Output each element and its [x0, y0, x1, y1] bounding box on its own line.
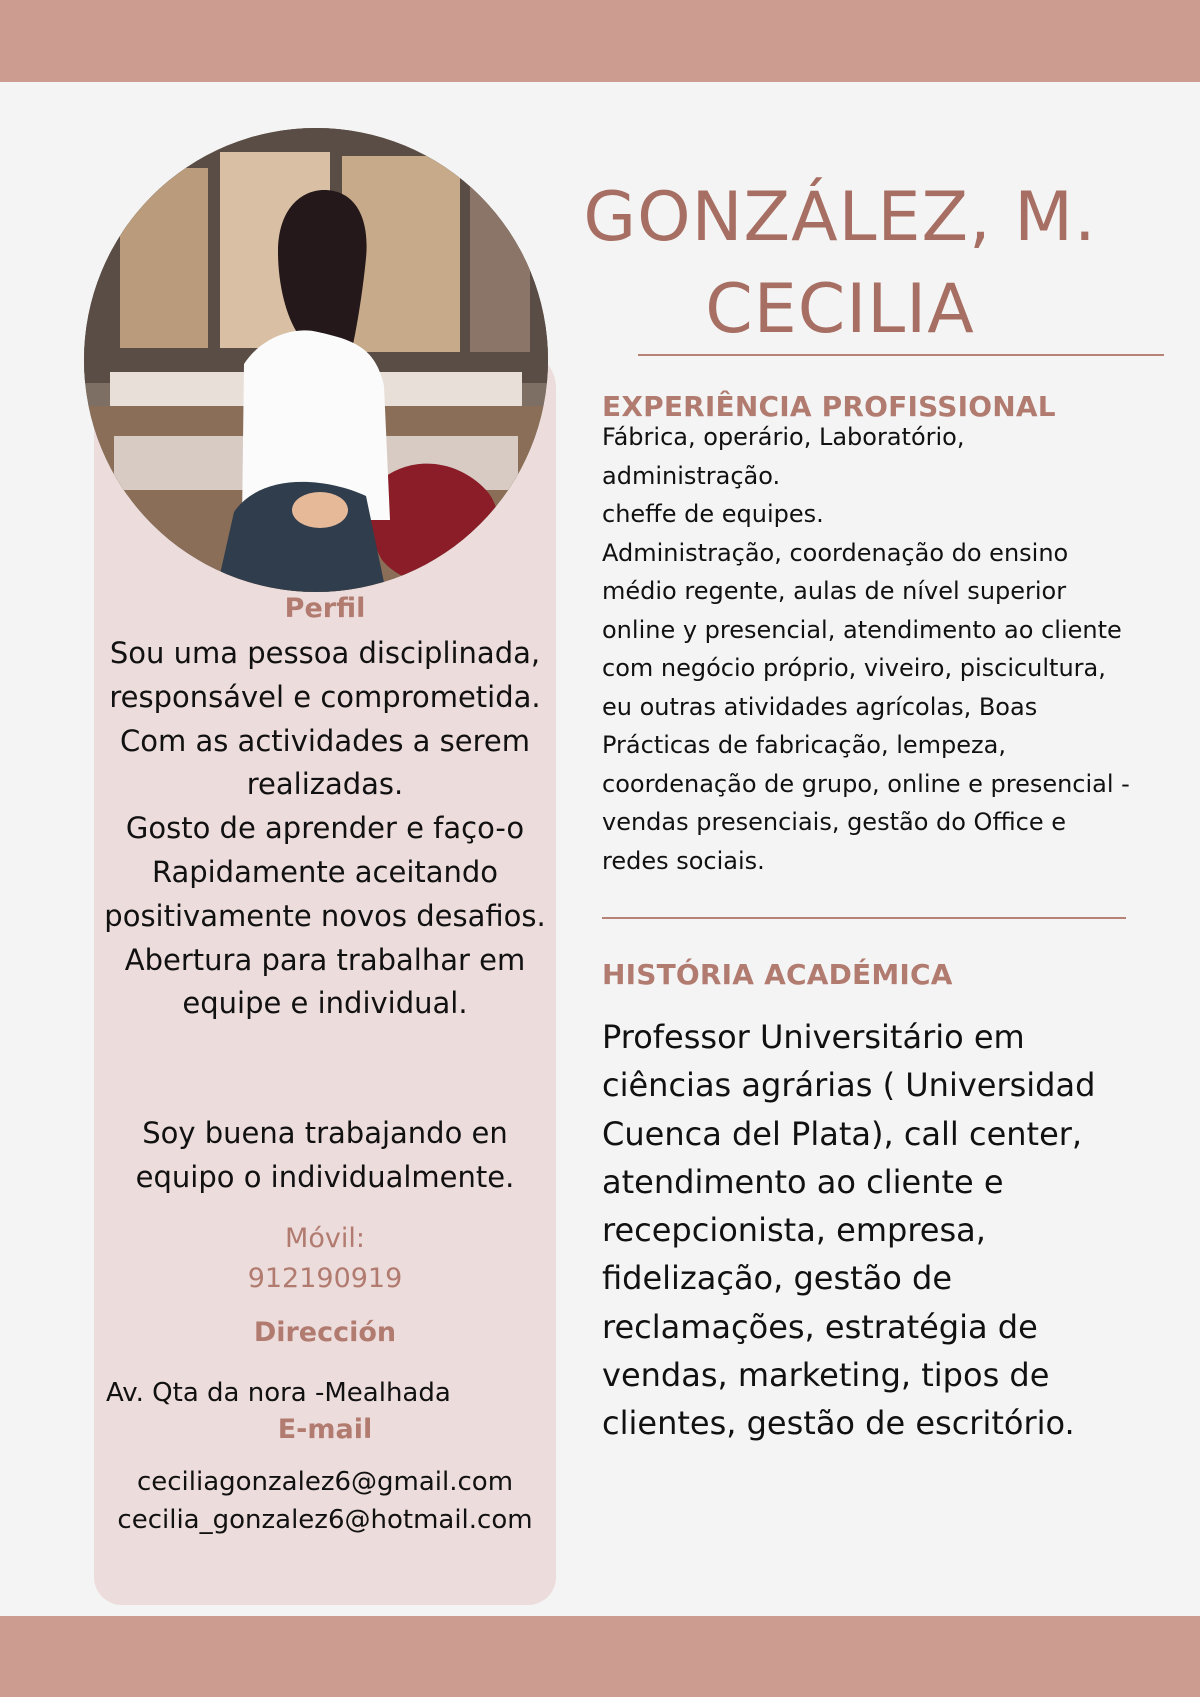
- address-value: Av. Qta da nora -Mealhada: [106, 1378, 451, 1408]
- address-label: Dirección: [253, 1317, 397, 1348]
- top-color-band: [0, 0, 1200, 82]
- profile-photo: [84, 128, 548, 592]
- academic-description: Professor Universitário em ciências agrárias ( Universidad Cuenca del Plata), call center, atendimento ao cliente e recepcionista, empresa, fidelização, gestão de reclamações, estratégia de vendas, marketing, tipos de clientes, gestão de escritório.: [602, 1018, 1096, 1443]
- email-label: E-mail: [277, 1414, 373, 1445]
- profile-note: Soy buena trabajando en equipo o individualmente.: [135, 1116, 515, 1194]
- candidate-name: GONZÁLEZ, M. CECILIA: [583, 178, 1097, 349]
- experience-section-title: EXPERIÊNCIA PROFISSIONAL: [602, 390, 1056, 423]
- email-addresses: ceciliagonzalez6@gmail.com cecilia_gonzalez6@hotmail.com: [117, 1467, 533, 1535]
- profile-description: Sou uma pessoa disciplinada, responsável e comprometida. Com as actividades a serem realizadas. Gosto de aprender e faço-o Rapidamente aceitando positivamente novos desafios. Abertura para trabalhar em equipe e individual.: [104, 636, 546, 1021]
- profile-label: Perfil: [284, 593, 366, 624]
- experience-description: Fábrica, operário, Laboratório, administração. cheffe de equipes. Administração, coordenação do ensino médio regente, aulas de nível superior online y presencial, atendimento ao cliente com negócio próprio, viveiro, piscicultura, eu outras atividades agrícolas, Boas Prácticas de fabricação, lempeza, coordenação de grupo, online e presencial - vendas presenciais, gestão do Office e redes sociais.: [602, 423, 1130, 875]
- experience-divider: [602, 917, 1126, 919]
- mobile-label: Móvil:: [285, 1223, 365, 1254]
- academic-section-title: HISTÓRIA ACADÉMICA: [602, 958, 953, 991]
- mobile-number: 912190919: [247, 1263, 403, 1294]
- bottom-color-band: [0, 1616, 1200, 1697]
- name-divider: [638, 354, 1164, 356]
- profile-photo-icon: [84, 128, 548, 592]
